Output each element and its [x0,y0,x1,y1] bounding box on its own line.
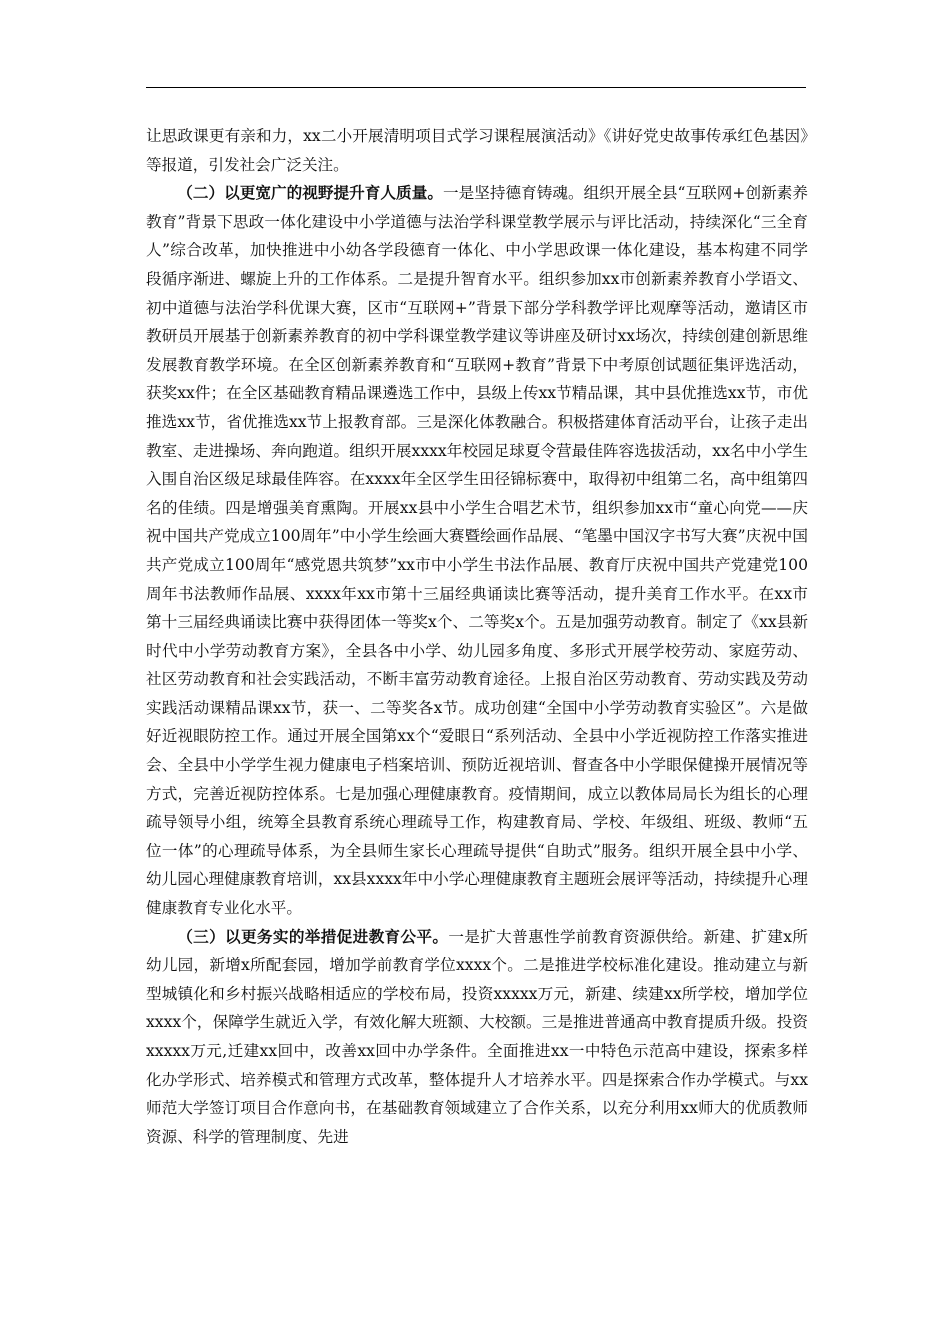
paragraph-text: 一是坚持德育铸魂。组织开展全县“互联网+创新素养教育”背景下思政一体化建设中小学道德与法治学科课堂教学展示与评比活动，持续深化“三全育人”综合改革，加快推进中小幼各学段德育一体化、中小学思政课一体化建设，基本构建不同学段循序渐进、螺旋上升的工作体系。二是提升智育水平。组织参加xx市创新素养教育小学语文、初中道德与法治学科优课大赛，区市“互联网+”背景下部分学科教学评比观摩等活动，邀请区市教研员开展基于创新素养教育的初中学科课堂教学建议等讲座及研讨xx场次，持续创建创新思维发展教育教学环境。在全区创新素养教育和“互联网+教育”背景下中考原创试题征集评选活动，获奖xx件；在全区基础教育精品课遴选工作中，县级上传xx节精品课，其中县优推选xx节，市优推选xx节，省优推选xx节上报教育部。三是深化体教融合。积极搭建体育活动平台，让孩子走出教室、走进操场、奔向跑道。组织开展xxxx年校园足球夏令营最佳阵容选拔活动，xx名中小学生入围自治区级足球最佳阵容。在xxxx年全区学生田径锦标赛中，取得初中组第二名，高中组第四名的佳绩。四是增强美育熏陶。开展xx县中小学生合唱艺术节，组织参加xx市“童心向党——庆祝中国共产党成立100周年”中小学生绘画大赛暨绘画作品展、“笔墨中国汉字书写大赛”庆祝中国共产党成立100周年“感党恩共筑梦”xx市中小学生书法作品展、教育厅庆祝中国共产党建党100周年书法教师作品展、xxxx年xx市第十三届经典诵读比赛等活动，提升美育工作水平。在xx市第十三届经典诵读比赛中获得团体一等奖x个、二等奖x个。五是加强劳动教育。制定了《xx县新时代中小学劳动教育方案》，全县各中小学、幼儿园多角度、多形式开展学校劳动、家庭劳动、社区劳动教育和社会实践活动，不断丰富劳动教育途径。上报自治区劳动教育、劳动实践及劳动实践活动课精品课xx节，获一、二等奖各x节。成功创建“全国中小学劳动教育实验区”。六是做好近视眼防控工作。通过开展全国第xx个“爱眼日“系列活动、全县中小学近视防控工作落实推进会、全县中小学学生视力健康电子档案培训、预防近视培训、督查各中小学眼保健操开展情况等方式，完善近视防控体系。七是加强心理健康教育。疫情期间，成立以教体局局长为组长的心理疏导领导小组，统筹全县教育系统心理疏导工作，构建教育局、学校、年级组、班级、教师“五位一体”的心理疏导体系，为全县师生家长心理疏导提供“自助式”服务。组织开展全县中小学、幼儿园心理健康教育培训，xx县xxxx年中小学心理健康教育主题班会展评等活动，持续提升心理健康教育专业化水平。 [146,184,808,918]
paragraph-section-3 [146,923,808,1152]
section-heading: （二）以更宽广的视野提升育人质量。 [177,183,443,203]
paragraph-text: 让思政课更有亲和力，xx二小开展清明项目式学习课程展演活动》《讲好党史故事传承红色基因》等报道，引发社会广泛关注。 [146,127,808,174]
header-rule [146,87,806,88]
paragraph-continuation [146,122,808,179]
section-heading: （三）以更务实的举措促进教育公平。 [177,926,449,946]
paragraph-section-2 [146,179,808,922]
paragraph-text: 一是扩大普惠性学前教育资源供给。新建、扩建x所幼儿园，新增x所配套园，增加学前教育学位xxxx个。二是推进学校标准化建设。推动建立与新型城镇化和乡村振兴战略相适应的学校布局，投资xxxxx万元，新建、续建xx所学校，增加学位xxxx个，保障学生就近入学，有效化解大班额、大校额。三是推进普通高中教育提质升级。投资xxxxx万元,迁建xx回中，改善xx回中办学条件。全面推进xx一中特色示范高中建设，探索多样化办学形式、培养模式和管理方式改革，整体提升人才培养水平。四是探索合作办学模式。与xx师范大学签订项目合作意向书，在基础教育领域建立了合作关系，以充分利用xx师大的优质教师资源、科学的管理制度、先进 [146,927,808,1146]
document-body [146,122,808,1151]
